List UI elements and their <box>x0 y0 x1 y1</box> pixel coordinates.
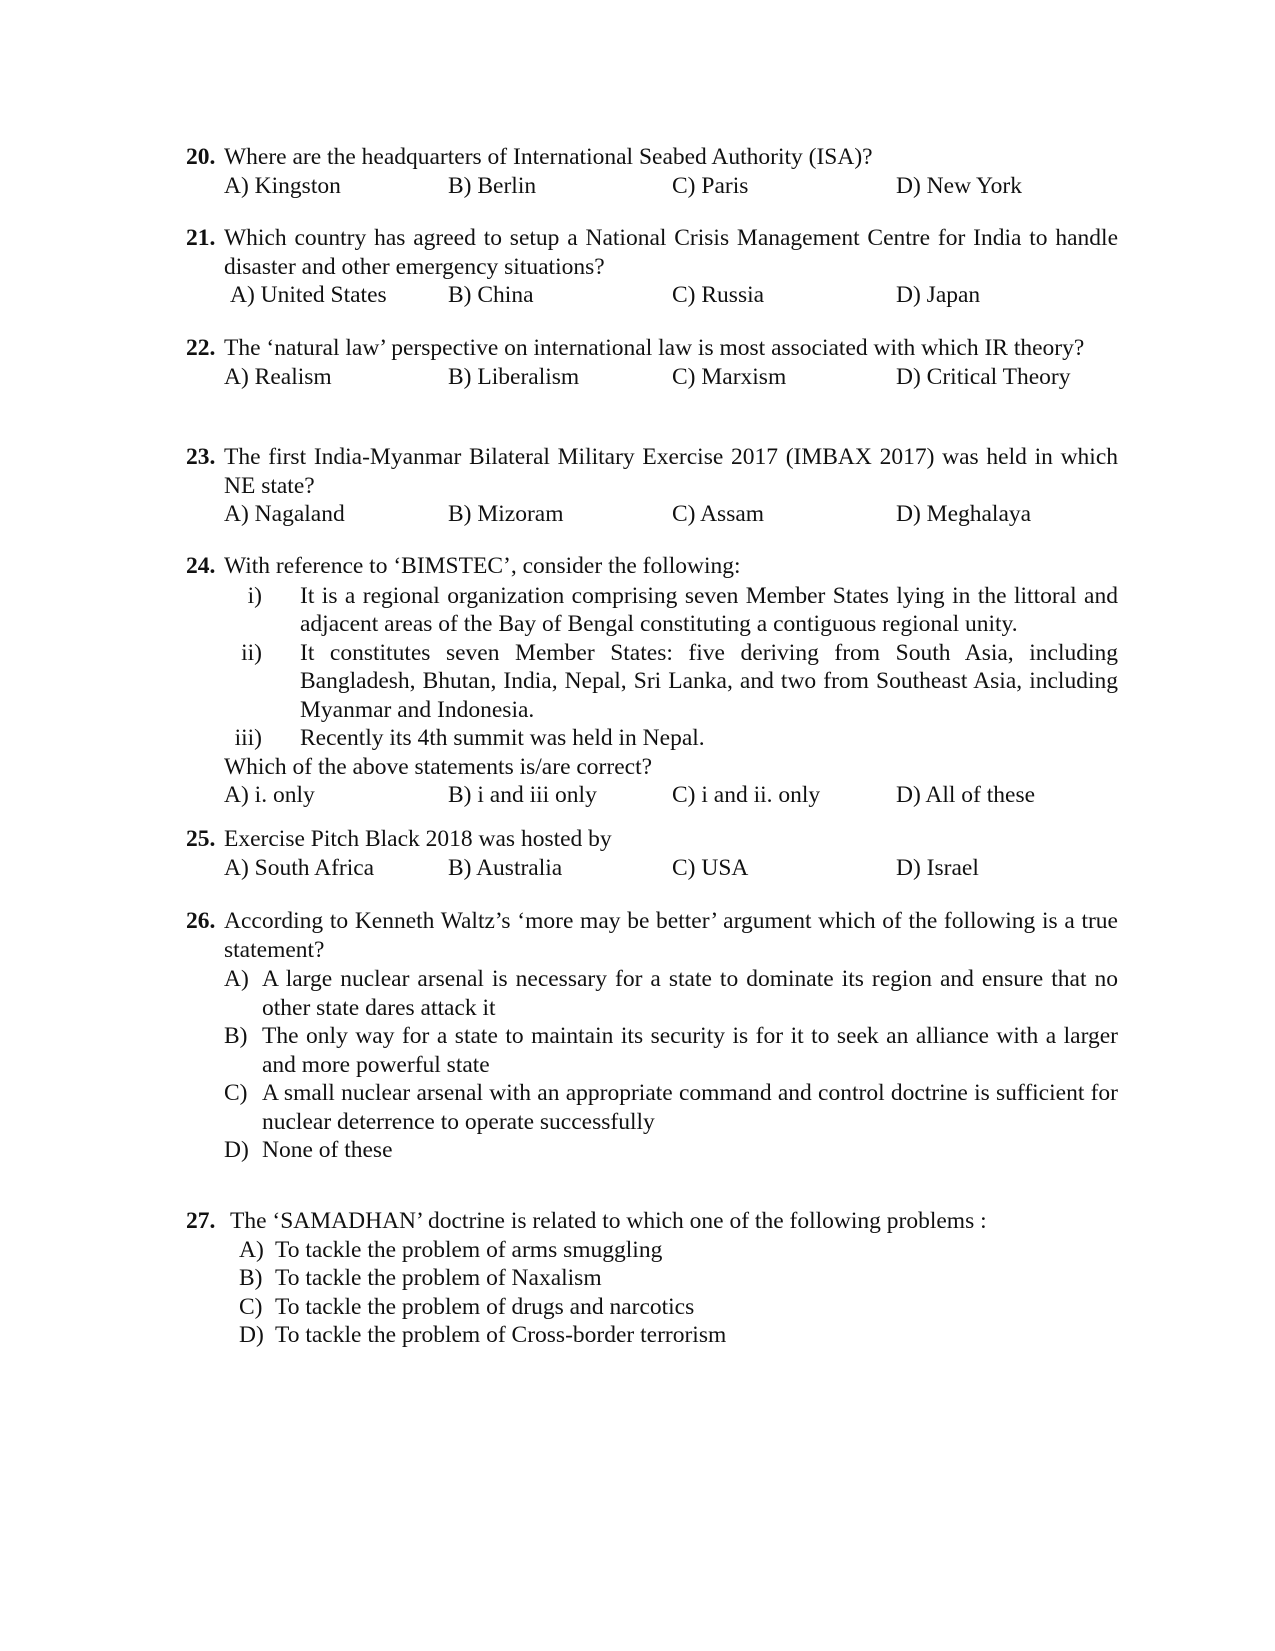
option-d: D) New York <box>896 172 1022 199</box>
option-b <box>239 1264 1118 1293</box>
question-stem <box>186 143 1118 172</box>
question-stem <box>186 1207 1118 1236</box>
option-c: C) USA <box>672 854 749 881</box>
question-text: According to Kenneth Waltz’s ‘more may be better’ argument which of the following is a true statement? <box>224 908 1118 963</box>
option-c <box>239 1293 1118 1322</box>
option-a <box>239 1236 1118 1265</box>
options-row <box>224 363 1118 392</box>
question-number: 20. <box>186 144 216 170</box>
question-text: The first India-Myanmar Bilateral Military Exercise 2017 (IMBAX 2017) was held in which NE state? <box>224 444 1118 499</box>
question-24 <box>186 552 1118 810</box>
question-stem <box>186 334 1118 363</box>
statement-item <box>224 582 1118 639</box>
options-row <box>224 781 1118 810</box>
option-b: B) i and iii only <box>448 782 597 808</box>
option-d: D) Israel <box>896 854 979 881</box>
question-20 <box>186 143 1118 200</box>
option-text: None of these <box>262 1137 393 1163</box>
statement-text: Recently its 4th summit was held in Nepal. <box>300 725 705 751</box>
option-b: B) Australia <box>448 854 563 881</box>
question-number: 27. <box>186 1208 216 1234</box>
option-label: B) <box>239 1265 263 1291</box>
options-row <box>224 281 1118 310</box>
question-number: 23. <box>186 444 216 470</box>
question-number: 21. <box>186 225 216 251</box>
options-row <box>224 172 1118 201</box>
statement-text: It is a regional organization comprising seven Member States lying in the littoral and adjacent areas of the Bay of Bengal constituting a contiguous regional unity. <box>300 582 1118 637</box>
option-a: A) South Africa <box>224 854 375 881</box>
option-d: D) Critical Theory <box>896 363 1071 390</box>
question-stem <box>186 907 1118 964</box>
option-b <box>224 1022 1118 1079</box>
option-c: C) Russia <box>672 282 765 308</box>
option-label: D) <box>239 1322 264 1348</box>
question-number: 26. <box>186 908 216 934</box>
option-text: The only way for a state to maintain its security is for it to seek an alliance with a larger and more powerful state <box>262 1023 1118 1078</box>
option-b: B) Mizoram <box>448 501 564 527</box>
option-label: A) <box>239 1236 264 1263</box>
statement-text: It constitutes seven Member States: five deriving from South Asia, including Bangladesh, Bhutan, India, Nepal, Sri Lanka, and two from Southeast Asia, including Myanmar and Indonesia. <box>300 639 1118 723</box>
question-text: The ‘natural law’ perspective on international law is most associated with which IR theory? <box>224 335 1085 361</box>
option-text: To tackle the problem of arms smuggling <box>275 1236 663 1263</box>
option-label: D) <box>224 1137 249 1163</box>
option-a: A) United States <box>230 282 387 308</box>
statement-label: i) <box>247 582 262 609</box>
option-label: A) <box>224 966 249 992</box>
option-b: B) Berlin <box>448 172 537 199</box>
option-text: A large nuclear arsenal is necessary for a state to dominate its region and ensure that no other state dares attack it <box>262 966 1118 1021</box>
option-d <box>224 1136 1118 1165</box>
option-label: C) <box>239 1293 263 1320</box>
option-d: D) All of these <box>896 782 1036 808</box>
option-b: B) China <box>448 282 534 308</box>
option-b: B) Liberalism <box>448 363 580 390</box>
question-stem <box>186 224 1118 281</box>
question-text: Which country has agreed to setup a National Crisis Management Centre for India to handle disaster and other emergency situations? <box>224 225 1118 280</box>
option-d <box>239 1321 1118 1350</box>
option-a: A) Realism <box>224 363 332 390</box>
option-list <box>239 1236 1118 1350</box>
option-label: C) <box>224 1080 248 1106</box>
option-a: A) i. only <box>224 782 315 808</box>
question-25 <box>186 825 1118 882</box>
question-stem <box>186 552 1118 581</box>
options-row <box>224 854 1118 883</box>
option-text: A small nuclear arsenal with an appropriate command and control doctrine is sufficient for nuclear deterrence to operate successfully <box>262 1080 1118 1135</box>
question-text: With reference to ‘BIMSTEC’, consider the following: <box>224 553 741 579</box>
option-a: A) Kingston <box>224 172 341 199</box>
question-22 <box>186 334 1118 391</box>
question-number: 24. <box>186 553 216 579</box>
statement-label: iii) <box>234 725 262 751</box>
question-number: 22. <box>186 335 216 361</box>
option-c: C) Marxism <box>672 363 787 390</box>
question-27 <box>186 1207 1118 1350</box>
question-stem <box>186 825 1118 854</box>
statement-item <box>224 639 1118 725</box>
option-text: To tackle the problem of drugs and narcotics <box>275 1293 695 1320</box>
statement-item <box>224 724 1118 753</box>
option-c <box>224 1079 1118 1136</box>
option-c: C) Assam <box>672 501 765 527</box>
option-c: C) i and ii. only <box>672 782 821 808</box>
question-text: Where are the headquarters of International Seabed Authority (ISA)? <box>224 144 873 170</box>
option-a <box>224 965 1118 1022</box>
statement-list <box>224 582 1118 753</box>
question-text: The ‘SAMADHAN’ doctrine is related to which one of the following problems : <box>230 1208 987 1234</box>
options-row <box>224 500 1118 529</box>
question-21 <box>186 224 1118 310</box>
option-label: B) <box>224 1023 248 1049</box>
question-23 <box>186 443 1118 529</box>
question-26 <box>186 907 1118 1165</box>
option-list <box>224 965 1118 1165</box>
option-text: To tackle the problem of Cross-border terrorism <box>275 1322 727 1348</box>
statement-label: ii) <box>241 639 262 666</box>
option-d: D) Japan <box>896 282 981 308</box>
question-prompt: Which of the above statements is/are correct? <box>224 753 653 780</box>
question-stem <box>186 443 1118 500</box>
option-d: D) Meghalaya <box>896 501 1032 527</box>
option-text: To tackle the problem of Naxalism <box>275 1265 602 1291</box>
option-a: A) Nagaland <box>224 501 345 527</box>
question-number: 25. <box>186 826 216 852</box>
question-text: Exercise Pitch Black 2018 was hosted by <box>224 826 612 852</box>
option-c: C) Paris <box>672 172 749 199</box>
